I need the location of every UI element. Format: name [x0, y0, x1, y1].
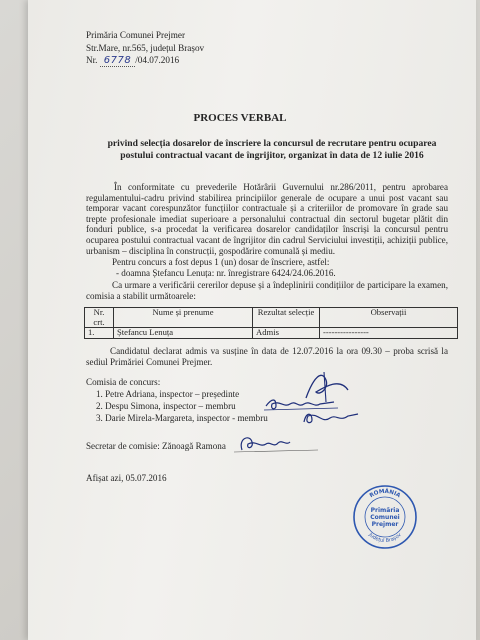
cell-name: Ștefancu Lenuța [114, 328, 253, 339]
stamp-line-2: Comunei [370, 514, 400, 521]
th-result: Rezultat selecție [253, 308, 320, 328]
nr-handwritten: 6778 [100, 55, 135, 67]
stamp-seal [352, 484, 418, 550]
paragraph-legal-basis: În conformitate cu prevederile Hotărârii Guvernului nr.286/2011, pentru aprobarea regulamentului-cadru privind stabilirea principiilor generale de ocupare a unui post vacant sau temporar vacant corespunzător funcțiilor contractuale și a criteriilor de promovare în grade sau trepte profesionale imediat superioare a personalului contractual din sectorul bugetar plătit din fonduri publice, s-a procedat la verificarea dosarelor candidaților înscriși la concursul pentru ocuparea postului contractual vacant de îngrijitor din cadrul Serviciului investiții, achiziții publice, urbanism – disciplina în construcții, gospodărire comunală și mediu. [86, 182, 448, 256]
secretary-line: Secretar de comisie: Zănoagă Ramona [86, 441, 226, 451]
commission-member-3: 3. Darie Mirela-Margareta, inspector - membru [96, 413, 268, 423]
results-table [84, 307, 458, 339]
institution-name: Primăria Comunei Prejmer [86, 30, 185, 40]
stamp-top-text: ROMÂNIA [368, 488, 402, 500]
svg-text:Județul Brașov [367, 531, 403, 544]
registration-number [86, 55, 179, 66]
cell-observations: ---------------- [320, 328, 458, 339]
nr-date: /04.07.2016 [135, 55, 180, 65]
cell-result: Admis [253, 328, 320, 339]
stamp-line-3: Prejmer [371, 521, 399, 528]
paragraph-exam-date: Candidatul declarat admis va susține în data de 12.07.2016 la ora 09.30 – proba scrisă la sediul Primăriei Comunei Prejmer. [86, 346, 448, 367]
commission-member-2: 2. Despu Simona, inspector – membru [96, 401, 236, 411]
th-observations: Observații [320, 308, 458, 328]
commission-member-1: 1. Petre Adriana, inspector – președinte [96, 389, 240, 399]
svg-text:ROMÂNIA [369, 488, 402, 500]
table-header-row [85, 308, 458, 328]
signature-member-3 [298, 408, 362, 428]
cell-nr: 1. [85, 328, 114, 339]
institution-address: Str.Mare, nr.565, județul Brașov [86, 43, 205, 53]
page-subtitle: privind selecția dosarelor de înscriere la concursul de recrutare pentru ocuparea postului contractual vacant de îngrijitor, organizat în data de 12 iulie 2016 [107, 138, 437, 161]
nr-prefix: Nr. [86, 55, 98, 65]
posted-date: Afișat azi, 05.07.2016 [86, 473, 167, 483]
stamp-bottom-text: Județul Brașov [367, 532, 403, 545]
th-nr: Nr. crt. [85, 308, 114, 328]
table-row [85, 328, 458, 339]
th-name: Nume și prenume [114, 308, 253, 328]
paragraph-verification: Ca urmare a verificării cererilor depuse și a îndeplinirii condițiilor de participare la examen, comisia a stabilit următoarele: [86, 280, 448, 301]
signature-secretary [230, 432, 320, 458]
candidate-bullet: - doamna Ștefancu Lenuța: nr. înregistrare 6424/24.06.2016. [116, 268, 336, 278]
paragraph-dossiers: Pentru concurs a fost depus 1 (un) dosar de înscriere, astfel: [112, 257, 330, 267]
commission-label: Comisia de concurs: [86, 377, 161, 387]
page-title: PROCES VERBAL [193, 112, 287, 124]
stamp-line-1: Primăria [370, 507, 400, 514]
